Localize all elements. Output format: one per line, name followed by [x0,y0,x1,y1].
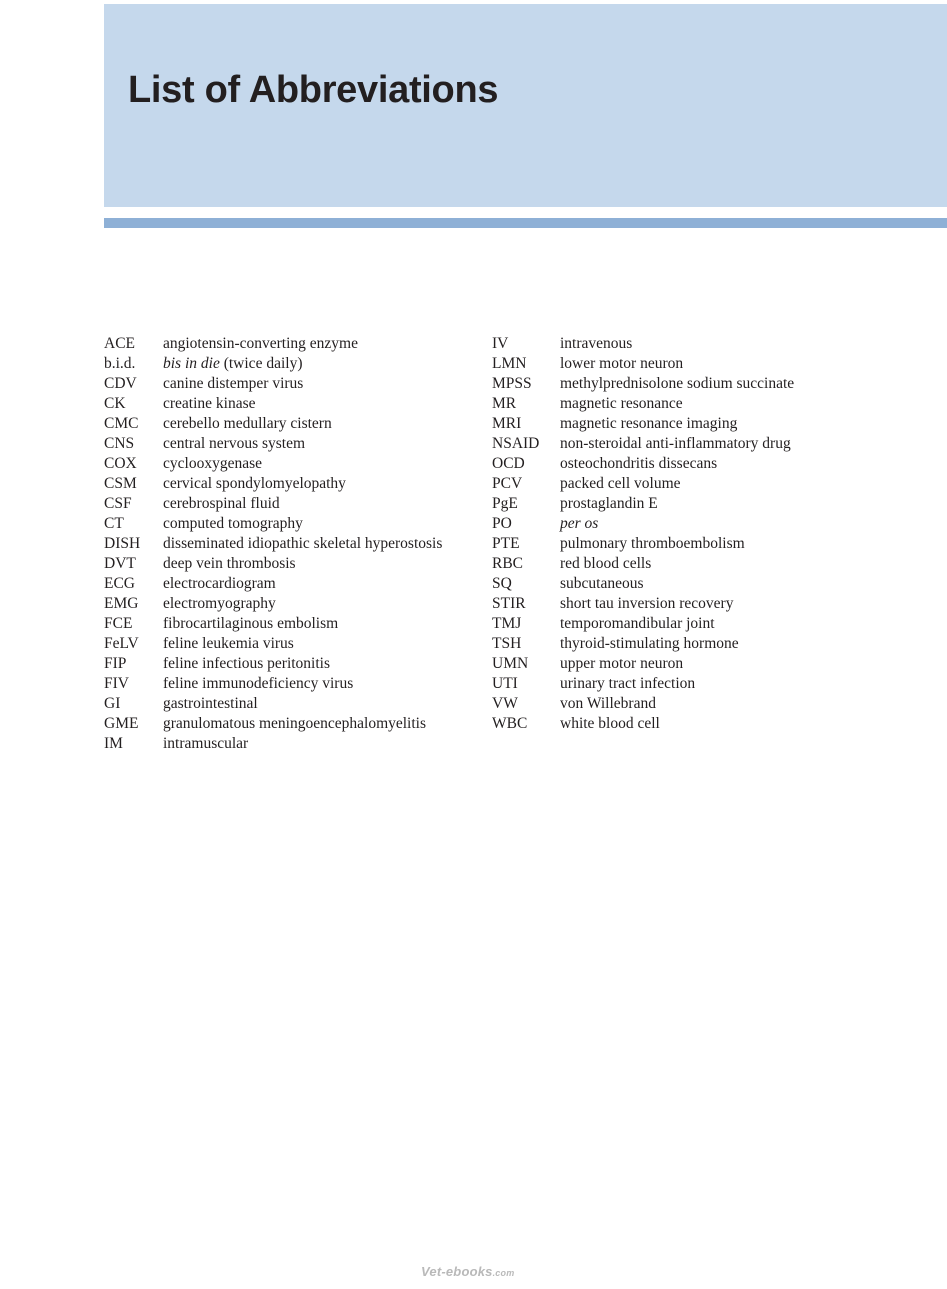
abbreviation-term: OCD [492,455,525,472]
abbreviation-definition: von Willebrand [560,695,656,712]
abbreviation-entry [492,634,942,654]
abbreviation-entry [104,734,484,754]
abbreviation-term: PO [492,515,512,532]
abbreviation-definition: creatine kinase [163,395,256,412]
abbreviation-entry [492,414,942,434]
abbreviation-term: PTE [492,535,520,552]
abbreviation-entry [492,434,942,454]
abbreviation-definition: white blood cell [560,715,660,732]
abbreviation-definition: prostaglandin E [560,495,658,512]
abbreviation-entry [104,694,484,714]
abbreviation-entry [492,354,942,374]
abbreviation-definition: canine distemper virus [163,375,304,392]
header-rule [104,218,947,228]
abbreviation-term: COX [104,455,137,472]
abbreviation-term: TMJ [492,615,522,632]
abbreviation-term: CDV [104,375,137,392]
abbreviation-entry [104,354,484,374]
abbreviation-entry [104,654,484,674]
abbreviation-definition: intravenous [560,335,633,352]
abbreviation-term: DVT [104,555,136,572]
abbreviation-entry [104,714,484,734]
abbreviation-entry [104,434,484,454]
abbreviation-entry [492,674,942,694]
abbreviation-entry [492,374,942,394]
abbreviation-entry [104,334,484,354]
abbreviation-term: GI [104,695,121,712]
abbreviation-list-right [492,334,942,734]
abbreviation-term: FIV [104,675,129,692]
abbreviation-definition: central nervous system [163,435,306,452]
abbreviation-entry [104,574,484,594]
watermark-main: Vet-ebooks [421,1264,493,1279]
abbreviation-definition: feline infectious peritonitis [163,655,331,672]
abbreviation-definition: electromyography [163,595,276,612]
abbreviation-definition: urinary tract infection [560,675,696,692]
header-band [104,4,947,207]
abbreviation-term: CT [104,515,124,532]
abbreviation-term: CSM [104,475,137,492]
abbreviation-entry [492,394,942,414]
abbreviation-entry [104,554,484,574]
abbreviation-entry [492,574,942,594]
abbreviation-term: UTI [492,675,518,692]
abbreviation-entry [104,674,484,694]
abbreviation-definition: upper motor neuron [560,655,684,672]
abbreviation-entry [104,494,484,514]
abbreviation-entry [104,414,484,434]
abbreviation-definition: fibrocartilaginous embolism [163,615,339,632]
abbreviation-definition: gastrointestinal [163,695,258,712]
abbreviation-entry [492,514,942,534]
abbreviation-entry [104,474,484,494]
abbreviation-definition: feline immunodeficiency virus [163,675,354,692]
abbreviation-definition: disseminated idiopathic skeletal hyperostosis [163,535,443,552]
abbreviation-definition [163,354,302,374]
abbreviation-term: ECG [104,575,135,592]
abbreviation-term: PgE [492,495,518,512]
abbreviation-term: RBC [492,555,524,572]
abbreviation-entry [492,554,942,574]
abbreviation-definition: intramuscular [163,735,249,752]
abbreviation-term: FeLV [104,635,139,652]
abbreviation-term: STIR [492,595,526,612]
abbreviation-term: MR [492,395,517,412]
abbreviation-entry [492,714,942,734]
abbreviation-term: ACE [104,335,135,352]
abbreviation-term: TSH [492,635,522,652]
abbreviation-entry [492,614,942,634]
abbreviation-term: CK [104,395,126,412]
abbreviation-definition: methylprednisolone sodium succinate [560,375,795,392]
abbreviation-term: CMC [104,415,139,432]
abbreviation-definition: feline leukemia virus [163,635,294,652]
watermark-logo [421,1264,514,1279]
abbreviation-definition: packed cell volume [560,475,681,492]
abbreviation-entry [492,594,942,614]
abbreviation-definition: short tau inversion recovery [560,595,734,612]
abbreviation-term: UMN [492,655,529,672]
abbreviation-definition-italic: bis in die [163,355,220,372]
abbreviation-entry [492,694,942,714]
abbreviation-definition: computed tomography [163,515,303,532]
abbreviation-definition: osteochondritis dissecans [560,455,718,472]
abbreviation-entry [104,594,484,614]
abbreviation-definition-italic: per os [560,515,599,532]
abbreviation-term: PCV [492,475,523,492]
abbreviation-entry [104,534,484,554]
abbreviation-definition: magnetic resonance imaging [560,415,738,432]
abbreviation-entry [492,534,942,554]
abbreviation-term: WBC [492,715,528,732]
abbreviation-term: EMG [104,595,139,612]
abbreviation-entry [104,514,484,534]
abbreviation-term: CSF [104,495,132,512]
abbreviation-definition: cerebrospinal fluid [163,495,280,512]
abbreviation-entry [104,454,484,474]
abbreviation-term: FCE [104,615,133,632]
abbreviation-definition: non-steroidal anti-inflammatory drug [560,435,791,452]
abbreviation-term: SQ [492,575,512,592]
abbreviation-term: MRI [492,415,522,432]
abbreviation-entry [104,634,484,654]
abbreviation-term: NSAID [492,435,540,452]
abbreviation-definition: temporomandibular joint [560,615,715,632]
abbreviation-definition: lower motor neuron [560,355,684,372]
abbreviation-entry [492,334,942,354]
abbreviation-definition: cyclooxygenase [163,455,262,472]
abbreviation-term: IM [104,735,123,752]
abbreviation-term: IV [492,335,509,352]
abbreviation-definition: cervical spondylomyelopathy [163,475,346,492]
abbreviation-term: FIP [104,655,127,672]
abbreviation-term: VW [492,695,518,712]
abbreviation-entry [104,374,484,394]
abbreviation-definition: angiotensin-converting enzyme [163,335,358,352]
abbreviation-term: LMN [492,355,527,372]
abbreviation-entry [492,454,942,474]
abbreviation-entry [104,394,484,414]
abbreviation-definition: pulmonary thromboembolism [560,535,745,552]
watermark-suffix: .com [492,1268,515,1278]
abbreviation-definition: red blood cells [560,555,652,572]
abbreviation-definition [560,514,598,534]
abbreviation-term: GME [104,715,139,732]
abbreviation-definition: granulomatous meningoencephalomyelitis [163,715,427,732]
abbreviation-entry [492,654,942,674]
abbreviation-term: MPSS [492,375,532,392]
abbreviation-entry [104,614,484,634]
abbreviation-term: b.i.d. [104,355,136,372]
abbreviation-term: DISH [104,535,141,552]
abbreviation-term: CNS [104,435,135,452]
abbreviation-definition: cerebello medullary cistern [163,415,332,432]
abbreviation-entry [492,474,942,494]
abbreviation-definition-rest: (twice daily) [219,355,303,372]
abbreviation-list-left [104,334,484,754]
page-title: List of Abbreviations [128,69,499,111]
abbreviation-definition: magnetic resonance [560,395,683,412]
abbreviation-definition: electrocardiogram [163,575,276,592]
abbreviation-entry [492,494,942,514]
abbreviation-definition: deep vein thrombosis [163,555,296,572]
abbreviation-definition: subcutaneous [560,575,644,592]
abbreviation-definition: thyroid-stimulating hormone [560,635,739,652]
